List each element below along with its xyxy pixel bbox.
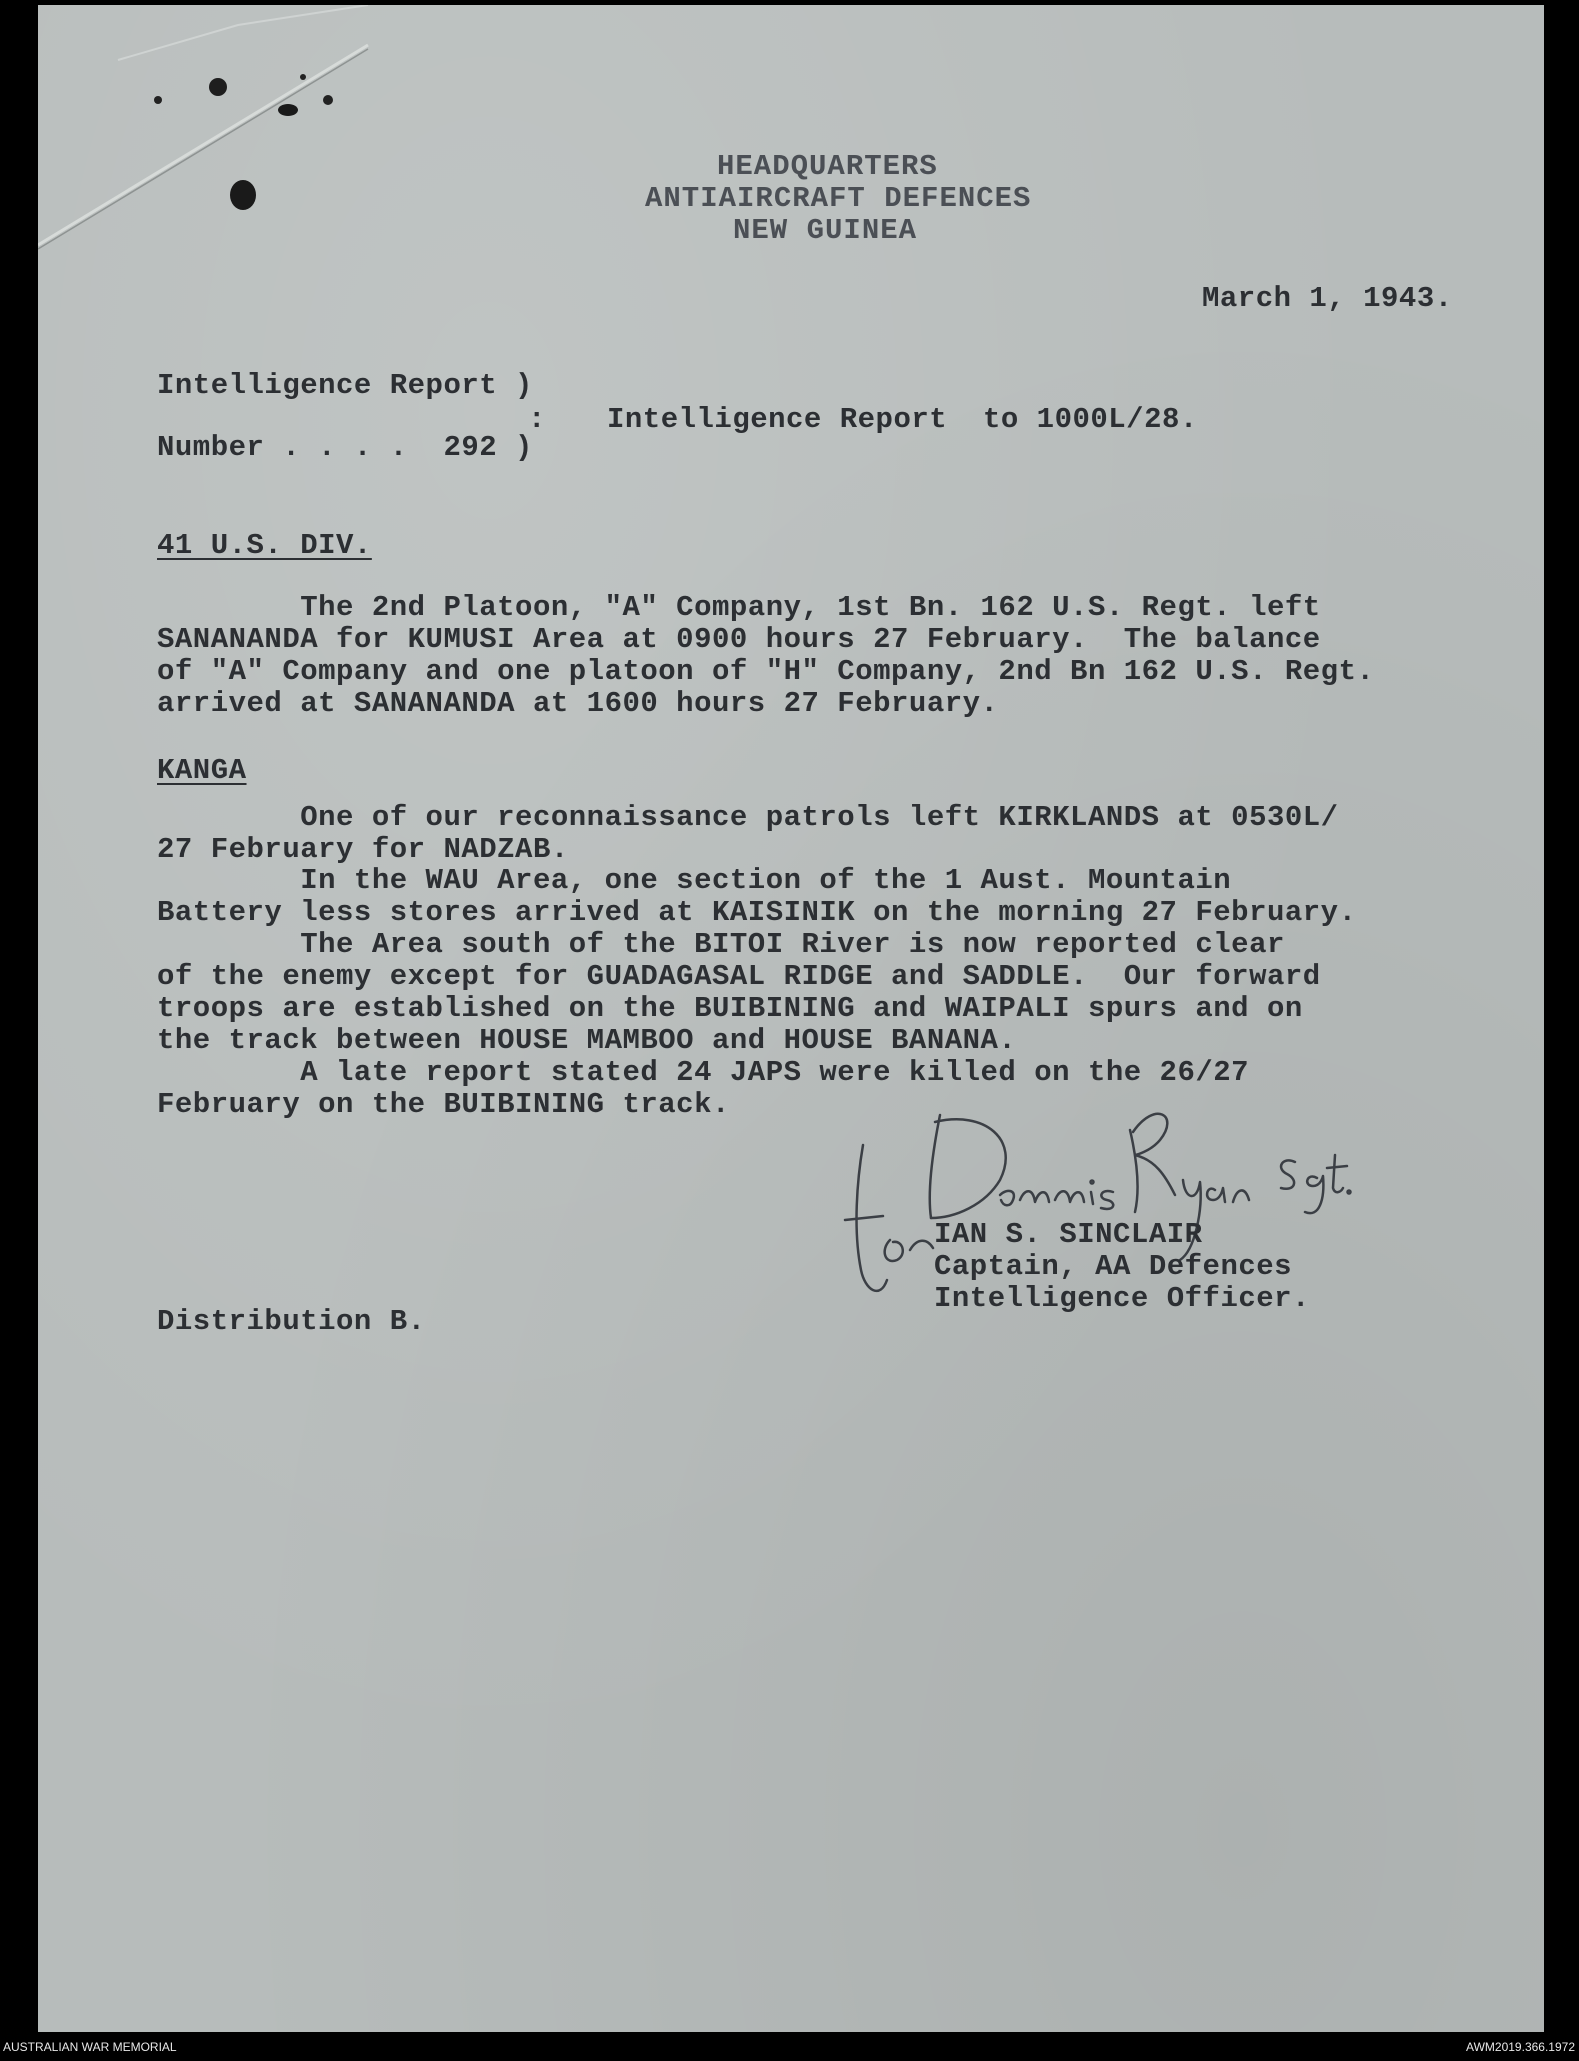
section2-line-7: troops are established on the BUIBINING and WAIPALI spurs and on: [157, 992, 1303, 1025]
section2-line-10: February on the BUIBINING track.: [157, 1088, 730, 1121]
section-heading-41-us-div: 41 U.S. DIV.: [157, 529, 372, 562]
section-heading-kanga: KANGA: [157, 754, 247, 787]
reference-left-line-1: Intelligence Report ): [157, 369, 533, 402]
section2-line-6: of the enemy except for GUADAGASAL RIDGE and SADDLE. Our forward: [157, 960, 1321, 993]
section2-line-5: The Area south of the BITOI River is now reported clear: [157, 928, 1285, 961]
section1-line-4: arrived at SANANANDA at 1600 hours 27 February.: [157, 687, 999, 720]
footer-institution: AUSTRALIAN WAR MEMORIAL: [3, 2040, 177, 2054]
section2-line-9: A late report stated 24 JAPS were killed on the 26/27: [157, 1056, 1250, 1089]
document-date: March 1, 1943.: [1202, 282, 1453, 315]
signatory-title-1: Captain, AA Defences: [934, 1250, 1293, 1283]
section1-line-2: SANANANDA for KUMUSI Area at 0900 hours 27 February. The balance: [157, 623, 1321, 656]
section1-line-3: of "A" Company and one platoon of "H" Company, 2nd Bn 162 U.S. Regt.: [157, 655, 1375, 688]
letterhead-line-2: ANTIAIRCRAFT DEFENCES: [645, 182, 1032, 215]
signatory-name: IAN S. SINCLAIR: [934, 1218, 1203, 1251]
section2-line-3: In the WAU Area, one section of the 1 Aust. Mountain: [157, 864, 1232, 897]
section2-line-1: One of our reconnaissance patrols left KIRKLANDS at 0530L/: [157, 801, 1339, 834]
reference-subject: Intelligence Report to 1000L/28.: [607, 403, 1198, 436]
footer-accession-number: AWM2019.366.1972: [1466, 2040, 1575, 2054]
signatory-title-2: Intelligence Officer.: [934, 1282, 1310, 1315]
reference-left-line-2: Number . . . . 292 ): [157, 431, 533, 464]
section1-line-1: The 2nd Platoon, "A" Company, 1st Bn. 162 U.S. Regt. left: [157, 591, 1321, 624]
section2-line-4: Battery less stores arrived at KAISINIK on the morning 27 February.: [157, 896, 1357, 929]
letterhead-line-3: NEW GUINEA: [733, 214, 918, 247]
reference-colon: :: [528, 403, 546, 436]
section2-line-8: the track between HOUSE MAMBOO and HOUSE BANANA.: [157, 1024, 1017, 1057]
distribution-note: Distribution B.: [157, 1305, 426, 1338]
section2-line-2: 27 February for NADZAB.: [157, 833, 569, 866]
letterhead-line-1: HEADQUARTERS: [717, 150, 938, 183]
